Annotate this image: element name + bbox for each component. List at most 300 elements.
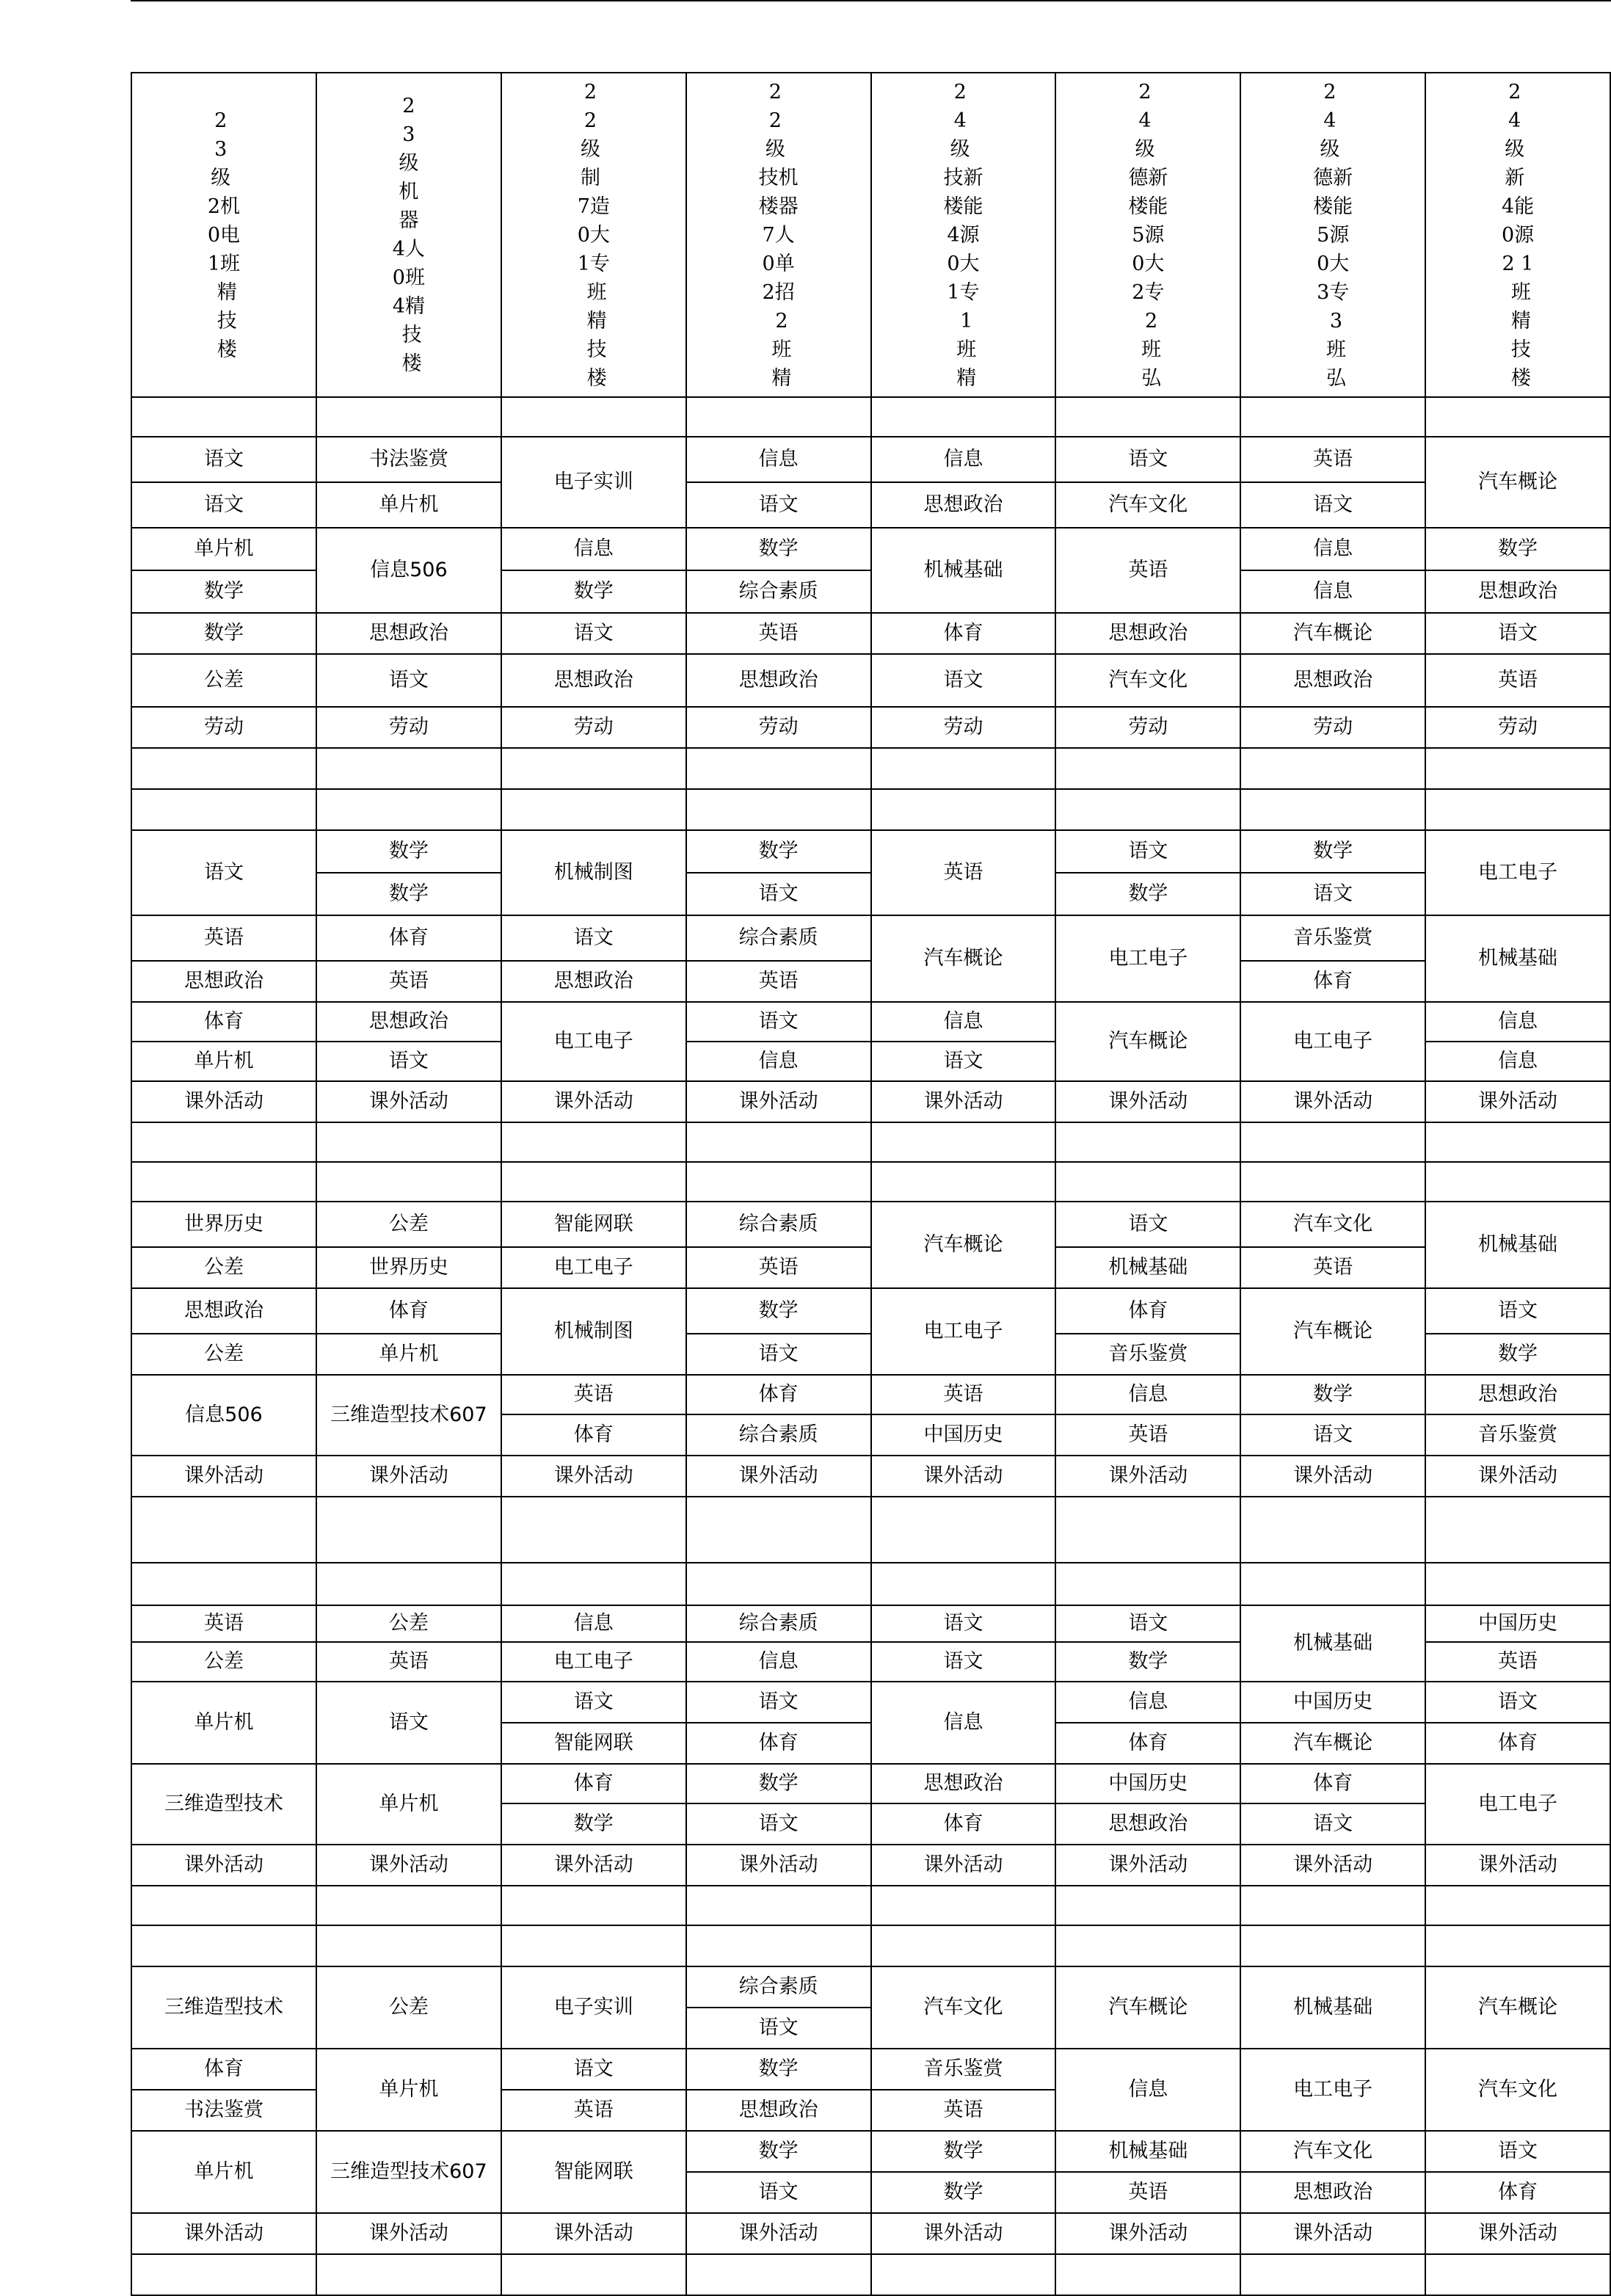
class-header-line: 精	[211, 280, 237, 304]
timetable-body	[131, 73, 1610, 2295]
period-row	[131, 873, 1610, 915]
subject-cell: 思想政治	[686, 654, 871, 707]
class-header-line: 楼能	[943, 195, 983, 218]
subject-cell: 单片机	[131, 1682, 316, 1764]
subject-cell: 体育	[501, 1414, 686, 1456]
subject-cell: 公差	[316, 1966, 501, 2049]
class-header-line: 1专	[577, 252, 610, 275]
subject-cell: 汽车文化	[1055, 482, 1240, 528]
empty-cell	[316, 789, 501, 830]
subject-cell: 数学	[131, 570, 316, 613]
class-header-line: 1班	[207, 252, 241, 275]
subject-cell: 课外活动	[316, 1081, 501, 1122]
subject-cell: 思想政治	[686, 2090, 871, 2131]
empty-cell	[871, 397, 1056, 437]
empty-cell	[1240, 1886, 1425, 1925]
class-header-line: 4人	[392, 238, 425, 261]
subject-cell: 英语	[1055, 2172, 1240, 2213]
empty-cell	[316, 1122, 501, 1162]
subject-cell: 英语	[871, 2090, 1056, 2131]
subject-cell: 体育	[871, 1803, 1056, 1845]
class-header-line: 精	[765, 366, 792, 390]
subject-cell: 信息	[1240, 528, 1425, 570]
subject-cell: 信息	[1425, 1002, 1610, 1042]
empty-cell	[871, 1925, 1056, 1966]
empty-cell	[501, 748, 686, 789]
class-header-line: 2机	[207, 195, 241, 218]
class-header-line: 2	[1138, 80, 1158, 103]
class-header	[1425, 73, 1610, 397]
empty-cell	[1055, 397, 1240, 437]
period-row	[131, 2131, 1610, 2172]
subject-cell: 体育	[1055, 1723, 1240, 1764]
empty-cell	[1425, 1122, 1610, 1162]
subject-cell: 单片机	[316, 482, 501, 528]
subject-cell: 汽车概论	[1240, 1723, 1425, 1764]
subject-cell: 世界历史	[131, 1202, 316, 1247]
subject-cell: 电工电子	[1055, 915, 1240, 1002]
spacer-row	[131, 397, 1610, 437]
subject-cell: 单片机	[316, 1764, 501, 1845]
class-header-line: 2	[402, 95, 415, 117]
subject-cell: 语文	[686, 2172, 871, 2213]
class-header-line: 楼	[580, 366, 607, 390]
class-header-line: 4源	[947, 223, 980, 247]
subject-cell: 汽车文化	[1425, 2049, 1610, 2131]
subject-cell: 汽车概论	[1425, 1966, 1610, 2049]
subject-cell: 电工电子	[501, 1642, 686, 1682]
period-row	[131, 2049, 1610, 2090]
subject-cell: 语文	[1240, 1414, 1425, 1456]
subject-cell: 语文	[871, 1042, 1056, 1081]
class-header-line: 级	[765, 137, 792, 161]
subject-cell: 课外活动	[131, 2213, 316, 2254]
subject-cell: 课外活动	[871, 1845, 1056, 1886]
subject-cell: 语文	[686, 1682, 871, 1723]
subject-cell: 信息	[501, 1605, 686, 1642]
class-header-line: 2	[1323, 80, 1343, 103]
subject-cell: 电工电子	[871, 1288, 1056, 1375]
subject-cell: 公差	[131, 1642, 316, 1682]
subject-cell: 数学	[131, 613, 316, 654]
subject-cell: 课外活动	[316, 1845, 501, 1886]
subject-cell: 思想政治	[501, 654, 686, 707]
class-header-line: 楼	[1505, 366, 1531, 390]
subject-cell: 英语	[316, 1642, 501, 1682]
empty-cell	[1240, 1162, 1425, 1202]
empty-cell	[686, 1886, 871, 1925]
subject-cell: 数学	[1425, 528, 1610, 570]
class-header-line: 7造	[577, 195, 610, 218]
class-header-line: 4	[1138, 109, 1158, 132]
class-header-line: 级	[211, 166, 237, 189]
header-row	[131, 73, 1610, 397]
class-header-line: 2	[583, 80, 603, 103]
period-row	[131, 1202, 1610, 1247]
subject-cell: 课外活动	[131, 1456, 316, 1497]
class-header-line: 级	[950, 137, 977, 161]
subject-cell: 数学	[501, 1803, 686, 1845]
class-header-line: 5源	[1317, 223, 1350, 247]
subject-cell: 书法鉴赏	[316, 437, 501, 482]
subject-cell: 汽车概论	[1240, 1288, 1425, 1375]
subject-cell: 劳动	[1425, 707, 1610, 748]
subject-cell: 语文	[1055, 1202, 1240, 1247]
subject-cell: 机械基础	[1055, 1247, 1240, 1288]
subject-cell: 课外活动	[1425, 1845, 1610, 1886]
subject-cell: 数学	[686, 1764, 871, 1803]
empty-cell	[131, 1497, 316, 1563]
subject-cell: 单片机	[131, 1042, 316, 1081]
period-row	[131, 1682, 1610, 1723]
subject-cell: 中国历史	[1240, 1682, 1425, 1723]
subject-cell: 课外活动	[1240, 2213, 1425, 2254]
subject-cell: 课外活动	[1240, 1456, 1425, 1497]
subject-cell: 思想政治	[1055, 613, 1240, 654]
empty-cell	[501, 1886, 686, 1925]
subject-cell: 课外活动	[501, 1081, 686, 1122]
empty-cell	[131, 748, 316, 789]
empty-cell	[1055, 1122, 1240, 1162]
period-row	[131, 1966, 1610, 2008]
subject-cell: 机械基础	[1240, 1605, 1425, 1682]
subject-cell: 体育	[1240, 961, 1425, 1002]
empty-cell	[131, 1563, 316, 1605]
class-header-line: 楼能	[1313, 195, 1353, 218]
subject-cell: 机械基础	[1240, 1966, 1425, 2049]
subject-cell: 思想政治	[1055, 1803, 1240, 1845]
class-header-line: 技新	[943, 166, 983, 189]
empty-cell	[1425, 748, 1610, 789]
spacer-row	[131, 1162, 1610, 1202]
period-row	[131, 707, 1610, 748]
subject-cell: 电工电子	[1240, 2049, 1425, 2131]
subject-cell: 信息	[1055, 1375, 1240, 1414]
subject-cell: 数学	[316, 873, 501, 915]
class-header-line: 0大	[1132, 252, 1165, 275]
subject-cell: 英语	[1240, 1247, 1425, 1288]
spacer-row	[131, 1497, 1610, 1563]
subject-cell: 英语	[686, 1247, 871, 1288]
subject-cell: 课外活动	[316, 1456, 501, 1497]
empty-cell	[316, 1162, 501, 1202]
empty-cell	[1055, 1497, 1240, 1563]
subject-cell: 课外活动	[501, 1845, 686, 1886]
subject-cell: 体育	[316, 915, 501, 961]
empty-cell	[316, 1497, 501, 1563]
subject-cell: 信息	[871, 1682, 1056, 1764]
class-header-line: 班	[1135, 338, 1162, 361]
subject-cell: 英语	[501, 2090, 686, 2131]
subject-cell: 语文	[871, 654, 1056, 707]
period-row	[131, 613, 1610, 654]
subject-cell: 汽车概论	[871, 1202, 1056, 1288]
subject-cell: 综合素质	[686, 1966, 871, 2008]
subject-cell: 语文	[501, 1682, 686, 1723]
subject-cell: 单片机	[131, 2131, 316, 2213]
subject-cell: 体育	[501, 1764, 686, 1803]
subject-cell: 数学	[1055, 873, 1240, 915]
spacer-row	[131, 1925, 1610, 1966]
subject-cell: 中国历史	[1055, 1764, 1240, 1803]
subject-cell: 语文	[501, 613, 686, 654]
class-header-line: 技	[1505, 338, 1531, 361]
subject-cell: 汽车概论	[871, 915, 1056, 1002]
subject-cell: 体育	[1240, 1764, 1425, 1803]
subject-cell: 汽车概论	[1240, 613, 1425, 654]
subject-cell: 数学	[686, 2131, 871, 2172]
subject-cell: 语文	[1240, 873, 1425, 915]
subject-cell: 劳动	[1240, 707, 1425, 748]
empty-cell	[1425, 1162, 1610, 1202]
class-header-line: 4能	[1501, 195, 1535, 218]
empty-cell	[686, 1563, 871, 1605]
subject-cell: 综合素质	[686, 1605, 871, 1642]
subject-cell: 思想政治	[131, 1288, 316, 1334]
class-header-line: 楼器	[758, 195, 799, 218]
subject-cell: 思想政治	[1425, 570, 1610, 613]
class-header-line: 0大	[577, 223, 610, 247]
empty-cell	[871, 1122, 1056, 1162]
subject-cell: 语文	[871, 1642, 1056, 1682]
subject-cell: 数学	[1240, 830, 1425, 873]
subject-cell: 课外活动	[1425, 2213, 1610, 2254]
class-header-line: 班	[580, 280, 607, 304]
class-header-line: 1	[953, 309, 973, 333]
class-header-line: 技	[580, 338, 607, 361]
empty-cell	[871, 748, 1056, 789]
subject-cell: 语文	[1055, 437, 1240, 482]
subject-cell: 劳动	[1055, 707, 1240, 748]
subject-cell: 英语	[316, 961, 501, 1002]
period-row	[131, 1845, 1610, 1886]
class-header-line: 器	[399, 209, 419, 232]
subject-cell: 课外活动	[686, 1456, 871, 1497]
subject-cell: 语文	[1240, 482, 1425, 528]
subject-cell: 英语	[1055, 528, 1240, 613]
subject-cell: 体育	[316, 1288, 501, 1334]
spacer-row	[131, 1122, 1610, 1162]
subject-cell: 汽车文化	[1055, 654, 1240, 707]
empty-cell	[1425, 1886, 1610, 1925]
class-header-line: 2	[768, 309, 788, 333]
class-header-line: 2	[953, 80, 973, 103]
period-row	[131, 528, 1610, 570]
subject-cell: 智能网联	[501, 2131, 686, 2213]
class-header-line: 楼	[211, 338, 237, 361]
subject-cell: 语文	[131, 482, 316, 528]
empty-cell	[1425, 1563, 1610, 1605]
class-header-line: 级	[1505, 137, 1531, 161]
subject-cell: 英语	[871, 830, 1056, 915]
empty-cell	[316, 748, 501, 789]
empty-cell	[131, 397, 316, 437]
subject-cell: 单片机	[316, 1334, 501, 1375]
subject-cell: 三维造型技术607	[316, 1375, 501, 1456]
empty-cell	[1055, 1886, 1240, 1925]
period-row	[131, 830, 1610, 873]
empty-cell	[686, 397, 871, 437]
subject-cell: 世界历史	[316, 1247, 501, 1288]
subject-cell: 音乐鉴赏	[1240, 915, 1425, 961]
subject-cell: 机械制图	[501, 830, 686, 915]
class-header	[501, 73, 686, 397]
subject-cell: 体育	[131, 1002, 316, 1042]
subject-cell: 体育	[871, 613, 1056, 654]
class-header-line: 2	[214, 109, 233, 132]
subject-cell: 语文	[131, 437, 316, 482]
empty-cell	[501, 789, 686, 830]
subject-cell: 思想政治	[1240, 2172, 1425, 2213]
subject-cell: 音乐鉴赏	[1425, 1414, 1610, 1456]
subject-cell: 英语	[501, 1375, 686, 1414]
subject-cell: 信息	[686, 437, 871, 482]
class-header-line: 班	[765, 338, 792, 361]
class-header-line: 4	[1508, 109, 1527, 132]
class-header-line: 技	[396, 324, 422, 346]
subject-cell: 英语	[1055, 1414, 1240, 1456]
empty-cell	[501, 1162, 686, 1202]
subject-cell: 语文	[501, 2049, 686, 2090]
subject-cell: 汽车文化	[1240, 2131, 1425, 2172]
subject-cell: 三维造型技术	[131, 1764, 316, 1845]
subject-cell: 公差	[131, 654, 316, 707]
spacer-row	[131, 789, 1610, 830]
class-header-line: 2	[768, 109, 788, 132]
empty-cell	[686, 1122, 871, 1162]
empty-cell	[316, 1886, 501, 1925]
empty-cell	[686, 1497, 871, 1563]
subject-cell: 语文	[871, 1605, 1056, 1642]
subject-cell: 语文	[1425, 1682, 1610, 1723]
class-header-line: 级	[1135, 137, 1162, 161]
subject-cell: 课外活动	[1425, 1456, 1610, 1497]
class-header-line: 技	[211, 309, 237, 333]
period-row	[131, 1081, 1610, 1122]
subject-cell: 英语	[131, 915, 316, 961]
empty-cell	[1240, 789, 1425, 830]
subject-cell: 课外活动	[871, 1456, 1056, 1497]
subject-cell: 课外活动	[501, 1456, 686, 1497]
subject-cell: 综合素质	[686, 1202, 871, 1247]
class-header-line: 3	[1323, 309, 1343, 333]
period-row	[131, 1764, 1610, 1803]
class-header	[131, 73, 316, 397]
subject-cell: 英语	[686, 613, 871, 654]
class-header-line: 德新	[1313, 166, 1353, 189]
period-row	[131, 654, 1610, 707]
subject-cell: 公差	[316, 1202, 501, 1247]
class-header-line: 机	[399, 181, 419, 203]
subject-cell: 课外活动	[1425, 1081, 1610, 1122]
spacer-row	[131, 1563, 1610, 1605]
empty-cell	[131, 1122, 316, 1162]
class-header-line: 0大	[947, 252, 980, 275]
subject-cell: 语文	[1425, 1288, 1610, 1334]
class-header-line: 2	[1138, 309, 1158, 333]
subject-cell: 中国历史	[871, 1414, 1056, 1456]
subject-cell: 信息	[686, 1042, 871, 1081]
subject-cell: 数学	[686, 830, 871, 873]
subject-cell: 课外活动	[131, 1081, 316, 1122]
subject-cell: 公差	[131, 1247, 316, 1288]
class-header-line: 弘	[1320, 366, 1346, 390]
subject-cell: 体育	[131, 2049, 316, 2090]
subject-cell: 语文	[686, 2008, 871, 2049]
subject-cell: 语文	[1240, 1803, 1425, 1845]
subject-cell: 电工电子	[1425, 1764, 1610, 1845]
empty-cell	[1055, 748, 1240, 789]
subject-cell: 语文	[501, 915, 686, 961]
subject-cell: 单片机	[131, 528, 316, 570]
subject-cell: 英语	[1240, 437, 1425, 482]
subject-cell: 数学	[1240, 1375, 1425, 1414]
subject-cell: 思想政治	[1240, 654, 1425, 707]
empty-cell	[1425, 1497, 1610, 1563]
period-row	[131, 1002, 1610, 1042]
subject-cell: 劳动	[316, 707, 501, 748]
class-header-line: 4精	[392, 295, 425, 318]
subject-cell: 数学	[686, 1288, 871, 1334]
subject-cell: 语文	[686, 1334, 871, 1375]
subject-cell: 信息	[1425, 1042, 1610, 1081]
subject-cell: 综合素质	[686, 1414, 871, 1456]
subject-cell: 汽车概论	[1055, 1966, 1240, 2049]
subject-cell: 语文	[686, 1803, 871, 1845]
empty-cell	[1240, 748, 1425, 789]
subject-cell: 课外活动	[871, 2213, 1056, 2254]
subject-cell: 信息	[501, 528, 686, 570]
subject-cell: 公差	[316, 1605, 501, 1642]
empty-cell	[1240, 1497, 1425, 1563]
subject-cell: 课外活动	[131, 1845, 316, 1886]
subject-cell: 语文	[1055, 1605, 1240, 1642]
class-header-line: 0电	[207, 223, 241, 247]
class-header-line: 德新	[1128, 166, 1168, 189]
subject-cell: 综合素质	[686, 915, 871, 961]
subject-cell: 思想政治	[871, 482, 1056, 528]
spacer-row	[131, 1886, 1610, 1925]
subject-cell: 思想政治	[316, 1002, 501, 1042]
class-header-line: 3	[214, 137, 233, 161]
top-rule	[131, 0, 1611, 1]
subject-cell: 课外活动	[1055, 1081, 1240, 1122]
subject-cell: 语文	[316, 1042, 501, 1081]
class-header-line: 楼能	[1128, 195, 1168, 218]
class-header-line: 2	[768, 80, 788, 103]
subject-cell: 英语	[686, 961, 871, 1002]
class-header	[1055, 73, 1240, 397]
subject-cell: 思想政治	[501, 961, 686, 1002]
class-header-line: 技机	[758, 166, 799, 189]
subject-cell: 机械基础	[1055, 2131, 1240, 2172]
class-header-line: 班	[950, 338, 977, 361]
subject-cell: 课外活动	[1055, 1845, 1240, 1886]
subject-cell: 电子实训	[501, 437, 686, 528]
subject-cell: 信息	[871, 437, 1056, 482]
subject-cell: 语文	[131, 830, 316, 915]
subject-cell: 信息	[1240, 570, 1425, 613]
subject-cell: 课外活动	[686, 1845, 871, 1886]
period-row	[131, 915, 1610, 961]
subject-cell: 思想政治	[316, 613, 501, 654]
subject-cell: 书法鉴赏	[131, 2090, 316, 2131]
class-header-line: 5源	[1132, 223, 1165, 247]
subject-cell: 电子实训	[501, 1966, 686, 2049]
subject-cell: 电工电子	[1240, 1002, 1425, 1081]
class-header-line: 0大	[1317, 252, 1350, 275]
subject-cell: 劳动	[871, 707, 1056, 748]
